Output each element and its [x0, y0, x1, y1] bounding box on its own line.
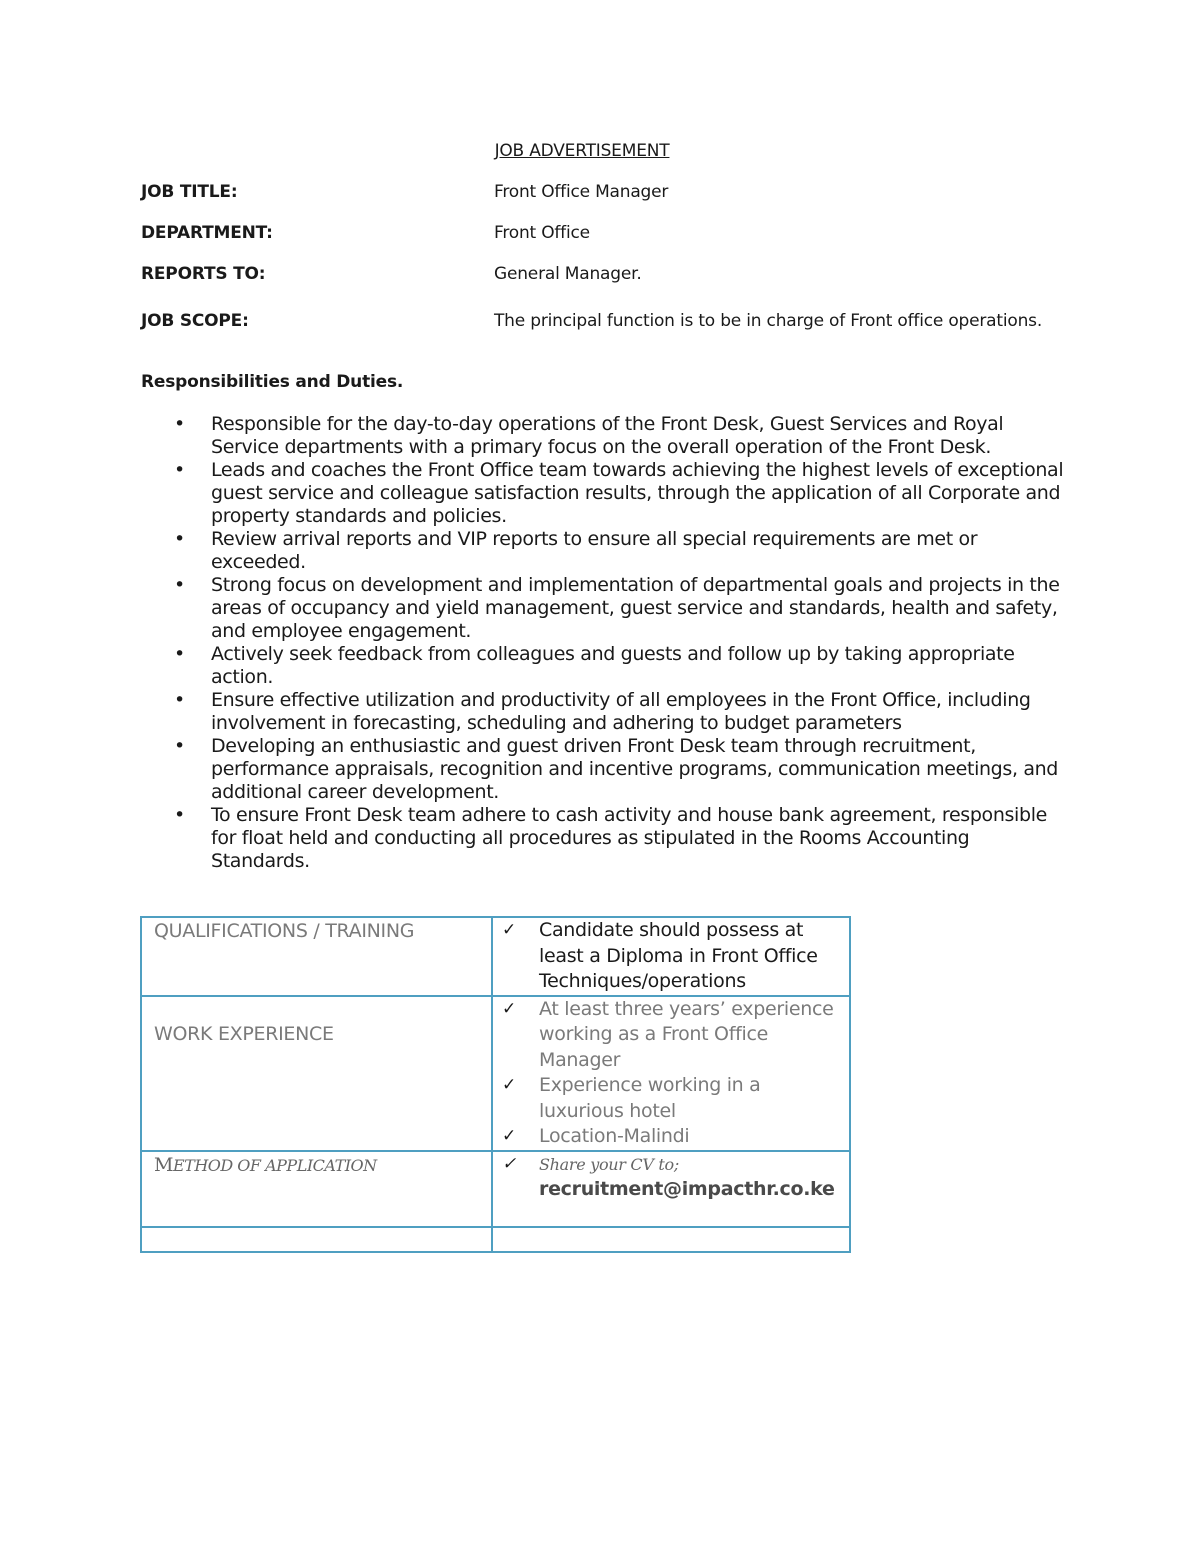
experience-text: At least three years’ experience working as a Front Office Manager: [539, 997, 834, 1071]
list-item: [141, 735, 1071, 804]
list-item: [493, 1152, 849, 1178]
list-item: [141, 459, 1071, 528]
department-value: Front Office: [494, 223, 590, 243]
work-experience-label-cell: [141, 996, 492, 1151]
list-item: [493, 918, 849, 995]
work-experience-label: WORK EXPERIENCE: [154, 1022, 334, 1045]
list-item: [493, 997, 849, 1074]
duty-text: To ensure Front Desk team adhere to cash activity and house bank agreement, responsible for float held and conducting all procedures as stipulated in the Rooms Accounting Standards.: [211, 804, 1047, 872]
qualifications-label-cell: [141, 917, 492, 996]
duty-text: Ensure effective utilization and productivity of all employees in the Front Office, including involvement in forecasting, scheduling and adhering to budget parameters: [211, 689, 1031, 734]
duty-text: Leads and coaches the Front Office team towards achieving the highest levels of exceptional guest service and colleague satisfaction results, through the application of all Corporate and property standards and policies.: [211, 459, 1064, 527]
list-item: [141, 413, 1071, 459]
method-value-cell: [492, 1151, 850, 1227]
job-title-label: JOB TITLE:: [141, 182, 238, 202]
bullet-icon: •: [174, 459, 185, 481]
qualifications-value-cell: [492, 917, 850, 996]
empty-cell: [141, 1227, 492, 1252]
job-scope-label: JOB SCOPE:: [141, 311, 249, 331]
responsibilities-heading: Responsibilities and Duties.: [141, 372, 404, 392]
bullet-icon: •: [174, 574, 185, 596]
method-of-application-label: [142, 1152, 491, 1179]
duty-text: Review arrival reports and VIP reports to ensure all special requirements are met or exceeded.: [211, 528, 978, 573]
list-item: [493, 1124, 849, 1150]
table-row: [141, 1151, 850, 1227]
experience-text: Location-Malindi: [539, 1125, 690, 1147]
bullet-icon: •: [174, 735, 185, 757]
checkmark-icon: ✓: [502, 1075, 516, 1095]
bullet-icon: •: [174, 804, 185, 826]
duty-text: Developing an enthusiastic and guest driven Front Desk team through recruitment, performance appraisals, recognition and incentive programs, communication meetings, and additional career development.: [211, 735, 1059, 803]
method-label-rest: ETHOD OF APPLICATION: [172, 1155, 377, 1175]
method-list: [493, 1152, 849, 1178]
empty-cell: [492, 1227, 850, 1252]
bullet-icon: •: [174, 413, 185, 435]
job-scope-value: The principal function is to be in charge of Front office operations.: [494, 311, 1043, 331]
table-row: [141, 917, 850, 996]
reports-to-label: REPORTS TO:: [141, 264, 266, 284]
qualification-text: Candidate should possess at least a Diploma in Front Office Techniques/operations: [539, 919, 818, 992]
job-title-value: Front Office Manager: [494, 182, 669, 202]
list-item: [141, 689, 1071, 735]
experience-text: Experience working in a luxurious hotel: [539, 1074, 761, 1122]
application-email-link[interactable]: recruitment@impacthr.co.ke: [539, 1178, 835, 1200]
document-title: JOB ADVERTISEMENT: [494, 141, 670, 161]
list-item: [141, 643, 1071, 689]
duty-text: Actively seek feedback from colleagues and guests and follow up by taking appropriate action.: [211, 643, 1015, 688]
bullet-icon: •: [174, 689, 185, 711]
table-row: [141, 996, 850, 1151]
list-item: [141, 804, 1071, 873]
method-intro-text: Share your CV to;: [539, 1154, 679, 1174]
list-item: [141, 574, 1071, 643]
checkmark-icon: ✓: [502, 998, 516, 1019]
table-row: [141, 1227, 850, 1252]
method-label-initial: M: [154, 1153, 173, 1176]
list-item: [493, 1073, 849, 1124]
duty-text: Strong focus on development and implementation of departmental goals and projects in the areas of occupancy and yield management, guest service and standards, health and safety, and employee engagement.: [211, 574, 1060, 642]
bullet-icon: •: [174, 528, 185, 550]
qualifications-list: [493, 918, 849, 995]
qualifications-label: QUALIFICATIONS / TRAINING: [154, 920, 415, 942]
reports-to-value: General Manager.: [494, 264, 642, 284]
checkmark-icon: ✓: [502, 920, 516, 940]
responsibilities-list: [141, 413, 1071, 873]
work-experience-value-cell: [492, 996, 850, 1151]
checkmark-icon: ✓: [502, 1153, 516, 1174]
work-experience-list: [493, 997, 849, 1150]
duty-text: Responsible for the day-to-day operations of the Front Desk, Guest Services and Royal Service departments with a primary focus on the overall operation of the Front Desk.: [211, 413, 1004, 458]
bullet-icon: •: [174, 643, 185, 665]
requirements-table: [140, 916, 851, 1253]
checkmark-icon: ✓: [502, 1126, 516, 1146]
list-item: [141, 528, 1071, 574]
department-label: DEPARTMENT:: [141, 223, 273, 243]
method-label-cell: [141, 1151, 492, 1227]
